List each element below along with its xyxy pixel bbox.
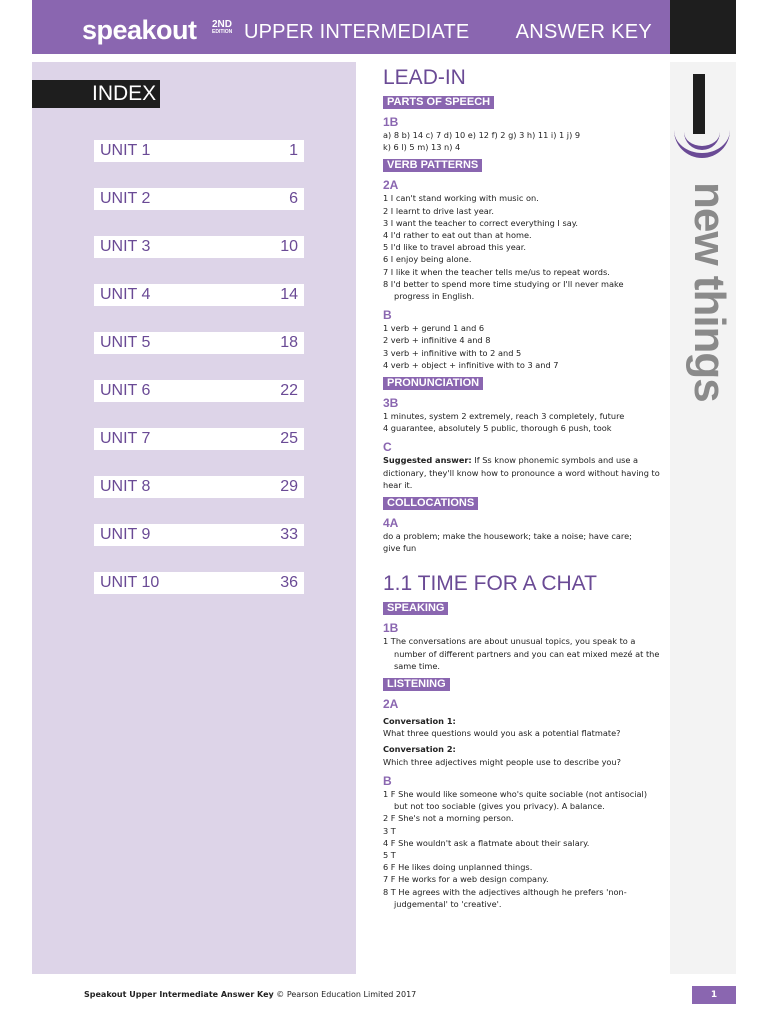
- subsection-bar: VERB PATTERNS: [383, 159, 482, 172]
- document-title: ANSWER KEY: [515, 21, 652, 43]
- answer-item: 3 I want the teacher to correct everything I say.: [383, 217, 579, 228]
- subsection-bar: PARTS OF SPEECH: [383, 96, 494, 109]
- answer-item: 3 T: [383, 825, 396, 836]
- subsection-bar: COLLOCATIONS: [383, 497, 478, 510]
- header-corner: [670, 0, 736, 54]
- exercise-label: 3B: [383, 396, 399, 411]
- index-link-unit-2[interactable]: UNIT 2 6: [94, 188, 304, 210]
- index-link-unit-3[interactable]: UNIT 3 10: [94, 236, 304, 258]
- index-link-unit-6[interactable]: UNIT 6 22: [94, 380, 304, 402]
- conversation-label: Conversation 2:: [383, 744, 456, 755]
- subsection-bar: SPEAKING: [383, 602, 448, 615]
- exercise-label: C: [383, 440, 392, 455]
- brand-logo: speakout: [82, 15, 197, 45]
- section-title-leadin: LEAD-IN: [383, 66, 466, 89]
- index-link-unit-10[interactable]: UNIT 10 36: [94, 572, 304, 594]
- suggested-answer: Suggested answer: If Ss know phonemic symbols and use a dictionary, they'll know how to pronounce a word without having to hear it.: [383, 455, 660, 490]
- answer-item: 5 T: [383, 849, 396, 860]
- answer-line: give fun: [383, 543, 417, 554]
- answer-item: 3 verb + infinitive with to 2 and 5: [383, 347, 522, 358]
- answer-content: [383, 62, 661, 910]
- index-link-unit-4[interactable]: UNIT 4 14: [94, 284, 304, 306]
- index-link-unit-1[interactable]: UNIT 1 1: [94, 140, 304, 162]
- index-link-unit-9[interactable]: UNIT 9 33: [94, 524, 304, 546]
- answer-item: 1 The conversations are about unusual topics, you speak to a number of different partners and you can eat mixed mezé at the same time.: [383, 636, 660, 671]
- index-heading: INDEX: [32, 80, 160, 108]
- exercise-label: 1B: [383, 621, 399, 636]
- unit-tab: [670, 62, 736, 974]
- answer-item: 6 I enjoy being alone.: [383, 254, 472, 265]
- answer-line: 1 minutes, system 2 extremely, reach 3 completely, future: [383, 411, 625, 422]
- answer-item: 2 verb + infinitive 4 and 8: [383, 335, 491, 346]
- index-panel: [32, 62, 356, 974]
- index-link-unit-8[interactable]: UNIT 8 29: [94, 476, 304, 498]
- edition-badge: 2ND EDITION: [212, 19, 233, 35]
- answer-item: 5 I'd like to travel abroad this year.: [383, 242, 526, 253]
- answer-line: 4 guarantee, absolutely 5 public, thorough 6 push, took: [383, 423, 612, 434]
- answer-item: 8 I'd better to spend more time studying or I'll never make progress in English.: [383, 278, 624, 302]
- answer-item: 1 verb + gerund 1 and 6: [383, 323, 485, 334]
- exercise-label: 4A: [383, 516, 399, 531]
- conversation-text: Which three adjectives might people use to describe you?: [383, 756, 621, 767]
- conversation-label: Conversation 1:: [383, 716, 456, 727]
- answer-line: a) 8 b) 14 c) 7 d) 10 e) 12 f) 2 g) 3 h) 11 i) 1 j) 9: [383, 130, 581, 140]
- unit-title: new things: [685, 182, 734, 402]
- subsection-bar: PRONUNCIATION: [383, 377, 483, 390]
- answer-item: 7 F He works for a web design company.: [383, 874, 549, 885]
- answer-item: 8 T He agrees with the adjectives although he prefers 'non-judgemental' to 'creative'.: [383, 886, 627, 909]
- index-link-unit-5[interactable]: UNIT 5 18: [94, 332, 304, 354]
- answer-item: 1 F She would like someone who's quite sociable (not antisocial) but not too sociable (gives you privacy). A balance.: [383, 788, 648, 812]
- exercise-label: 1B: [383, 115, 399, 129]
- exercise-label: 2A: [383, 697, 399, 712]
- answer-item: 1 I can't stand working with music on.: [383, 193, 539, 204]
- answer-item: 4 I'd rather to eat out than at home.: [383, 230, 532, 241]
- course-level: UPPER INTERMEDIATE: [244, 21, 470, 43]
- page-header: [32, 0, 670, 54]
- answer-item: 4 verb + object + infinitive with to 3 and 7: [383, 359, 559, 370]
- answer-item: 2 F She's not a morning person.: [383, 813, 514, 824]
- answer-line: k) 6 l) 5 m) 13 n) 4: [383, 142, 461, 153]
- exercise-label: B: [383, 308, 392, 323]
- answer-item: 2 I learnt to drive last year.: [383, 205, 495, 216]
- page-number: 1: [692, 986, 736, 1004]
- subsection-bar: LISTENING: [383, 678, 450, 691]
- index-link-unit-7[interactable]: UNIT 7 25: [94, 428, 304, 450]
- section-title-lesson: 1.1 TIME FOR A CHAT: [383, 572, 597, 596]
- conversation-text: What three questions would you ask a potential flatmate?: [383, 728, 621, 739]
- answer-line: do a problem; make the housework; take a noise; have care;: [383, 531, 632, 542]
- answer-item: 6 F He likes doing unplanned things.: [383, 862, 533, 873]
- answer-item: 7 I like it when the teacher tells me/us to repeat words.: [383, 266, 610, 277]
- answer-item: 4 F She wouldn't ask a flatmate about their salary.: [383, 837, 590, 848]
- page-footer: Speakout Upper Intermediate Answer Key © Pearson Education Limited 2017: [84, 990, 417, 999]
- exercise-label: 2A: [383, 178, 399, 193]
- exercise-label: B: [383, 773, 392, 788]
